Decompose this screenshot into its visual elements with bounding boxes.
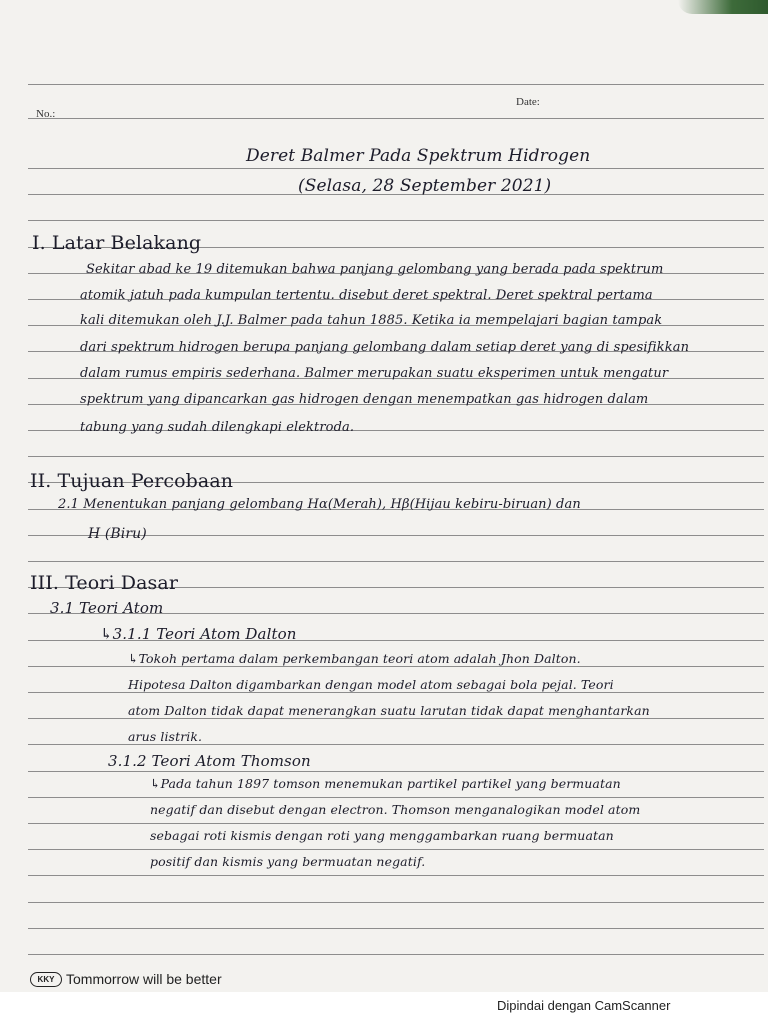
ruled-line	[28, 168, 764, 169]
paragraph-line: kali ditemukan oleh J.J. Balmer pada tahun 1885. Ketika ia mempelajari bagian tampak	[80, 313, 663, 328]
section-heading-latar-belakang: I. Latar Belakang	[32, 232, 202, 254]
paragraph-line: atomik jatuh pada kumpulan tertentu. disebut deret spektral. Deret spektral pertama	[80, 288, 653, 303]
paragraph-line: positif dan kismis yang bermuatan negatif.	[150, 854, 426, 869]
paragraph-line: negatif dan disebut dengan electron. Thomson menganalogikan model atom	[150, 802, 641, 817]
brand-badge: KKY	[30, 972, 62, 987]
paragraph-line: Sekitar abad ke 19 ditemukan bahwa panjang gelombang yang berada pada spektrum	[86, 262, 664, 277]
ruled-line	[28, 220, 764, 221]
section-heading-teori-dasar: III. Teori Dasar	[30, 572, 178, 594]
ruled-line	[28, 561, 764, 562]
paragraph-line: Hipotesa Dalton digambarkan dengan model atom sebagai bola pejal. Teori	[128, 677, 614, 692]
page-date: (Selasa, 28 September 2021)	[298, 176, 552, 196]
paragraph-line: arus listrik.	[128, 729, 203, 744]
page-corner-decoration	[678, 0, 768, 14]
paragraph-line: spektrum yang dipancarkan gas hidrogen dengan menempatkan gas hidrogen dalam	[80, 392, 649, 407]
ruled-line	[28, 118, 764, 119]
no-label: No.:	[36, 108, 56, 120]
paragraph-line: dalam rumus empiris sederhana. Balmer merupakan suatu eksperimen untuk mengatur	[80, 366, 669, 381]
ruled-line	[28, 849, 764, 850]
paragraph-line: ↳Tokoh pertama dalam perkembangan teori atom adalah Jhon Dalton.	[128, 651, 581, 666]
ruled-line	[28, 771, 764, 772]
paragraph-line: dari spektrum hidrogen berupa panjang gelombang dalam setiap deret yang di spesifikkan	[80, 340, 690, 355]
ruled-line	[28, 456, 764, 457]
ruled-line	[28, 666, 764, 667]
page-title: Deret Balmer Pada Spektrum Hidrogen	[246, 146, 591, 166]
paragraph-line: 2.1 Menentukan panjang gelombang Hα(Merah), Hβ(Hijau kebiru-biruan) dan	[58, 497, 581, 512]
ruled-line	[28, 84, 764, 85]
ruled-line	[28, 744, 764, 745]
scanner-watermark: Dipindai dengan CamScanner	[497, 998, 671, 1013]
section-heading-tujuan-percobaan: II. Tujuan Percobaan	[30, 470, 234, 492]
paragraph-line: atom Dalton tidak dapat menerangkan suatu larutan tidak dapat menghantarkan	[128, 703, 650, 718]
subsection-teori-atom: 3.1 Teori Atom	[50, 599, 164, 617]
paragraph-line: tabung yang sudah dilengkapi elektroda.	[80, 420, 355, 435]
subsection-teori-atom-dalton: ↳3.1.1 Teori Atom Dalton	[100, 625, 297, 643]
ruled-line	[28, 954, 764, 955]
paragraph-line: H (Biru)	[88, 526, 147, 542]
paragraph-line: sebagai roti kismis dengan roti yang menggambarkan ruang bermuatan	[150, 828, 614, 843]
ruled-line	[28, 823, 764, 824]
ruled-line	[28, 902, 764, 903]
ruled-line	[28, 692, 764, 693]
subsection-teori-atom-thomson: 3.1.2 Teori Atom Thomson	[108, 752, 311, 770]
notebook-motto: Tommorrow will be better	[66, 971, 222, 987]
ruled-line	[28, 875, 764, 876]
ruled-line	[28, 928, 764, 929]
ruled-line	[28, 718, 764, 719]
date-label: Date:	[516, 96, 540, 108]
ruled-line	[28, 797, 764, 798]
paragraph-line: ↳Pada tahun 1897 tomson menemukan partikel partikel yang bermuatan	[150, 776, 621, 791]
